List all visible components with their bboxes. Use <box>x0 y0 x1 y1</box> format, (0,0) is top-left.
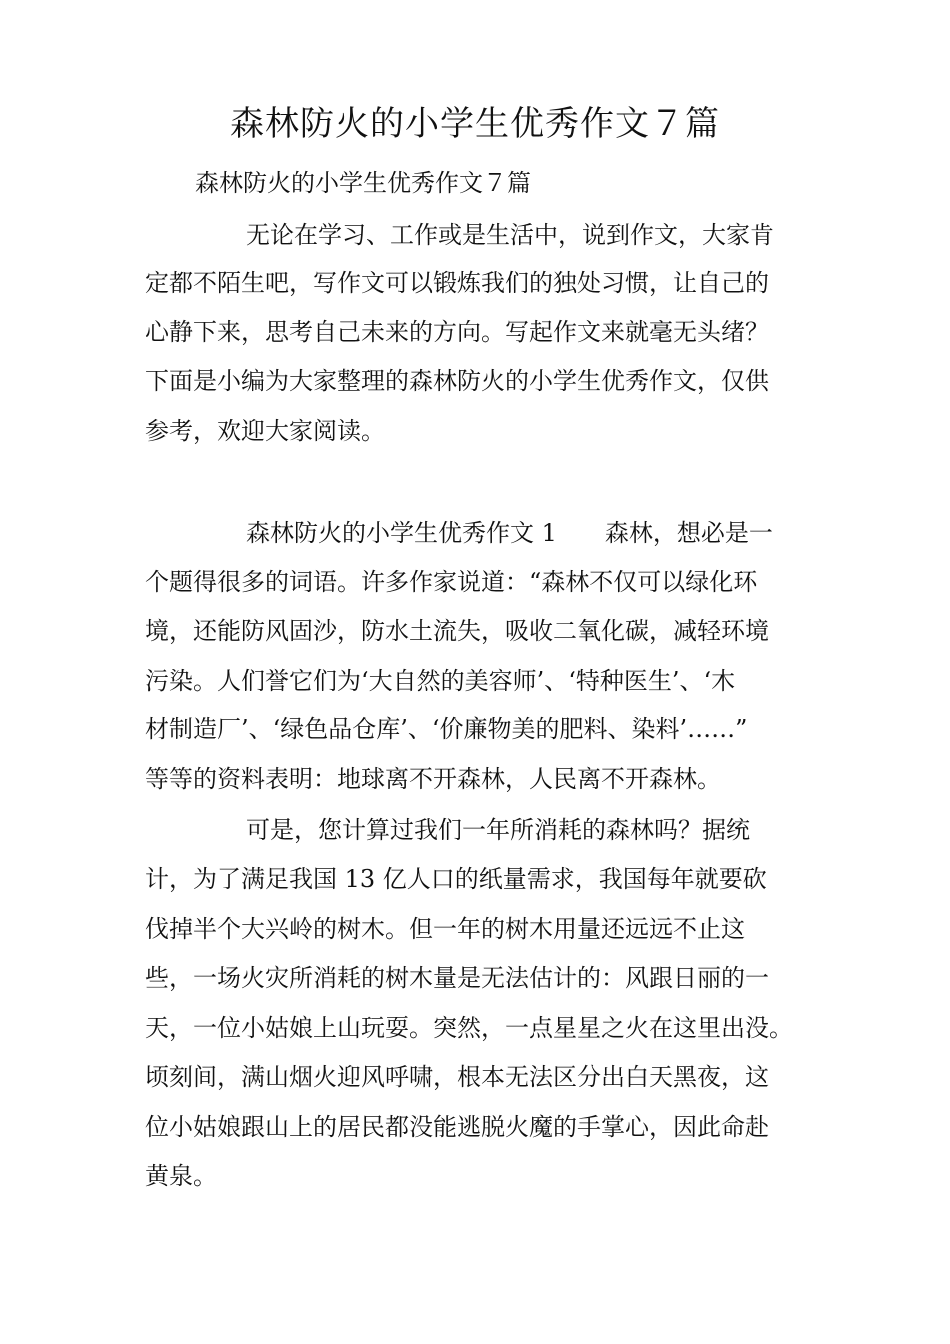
intro-line: 参考，欢迎大家阅读。 <box>145 417 385 445</box>
essay1-para2-line: 可是，您计算过我们一年所消耗的森林吗？据统 <box>246 816 750 844</box>
document-subtitle: 森林防火的小学生优秀作文７篇 <box>195 169 531 197</box>
essay1-line: 材制造厂’、‘绿色品仓库’、‘价廉物美的肥料、染料’……” <box>145 715 748 743</box>
intro-line: 下面是小编为大家整理的森林防火的小学生优秀作文，仅供 <box>145 367 769 395</box>
essay1-heading-line: 森林防火的小学生优秀作文 1 森林，想必是一 <box>246 519 773 547</box>
essay1-para2-line: 黄泉。 <box>145 1162 217 1190</box>
intro-line: 无论在学习、工作或是生活中，说到作文，大家肯 <box>246 221 774 249</box>
essay1-para2-line: 些，一场火灾所消耗的树木量是无法估计的：风跟日丽的一 <box>145 964 769 992</box>
essay1-line: 等等的资料表明：地球离不开森林，人民离不开森林。 <box>145 765 721 793</box>
essay1-para2-line: 天，一位小姑娘上山玩耍。突然，一点星星之火在这里出没。 <box>145 1014 793 1042</box>
intro-line: 心静下来，思考自己未来的方向。写起作文来就毫无头绪？ <box>145 318 769 346</box>
essay1-para2-line: 计，为了满足我国 13 亿人口的纸量需求，我国每年就要砍 <box>145 865 767 893</box>
essay1-line: 污染。人们誉它们为‘大自然的美容师’、‘特种医生’、‘木 <box>145 667 736 695</box>
document-title: 森林防火的小学生优秀作文７篇 <box>230 104 720 144</box>
essay1-line: 个题得很多的词语。许多作家说道：“森林不仅可以绿化环 <box>145 568 758 596</box>
essay1-para2-line: 顷刻间，满山烟火迎风呼啸，根本无法区分出白天黑夜，这 <box>145 1063 769 1091</box>
essay1-para2-line: 位小姑娘跟山上的居民都没能逃脱火魔的手掌心，因此命赴 <box>145 1113 769 1141</box>
essay1-para2-line: 伐掉半个大兴岭的树木。但一年的树木用量还远远不止这 <box>145 915 745 943</box>
intro-line: 定都不陌生吧，写作文可以锻炼我们的独处习惯，让自己的 <box>145 269 769 297</box>
essay1-line: 境，还能防风固沙，防水土流失，吸收二氧化碳，减轻环境 <box>145 617 769 645</box>
